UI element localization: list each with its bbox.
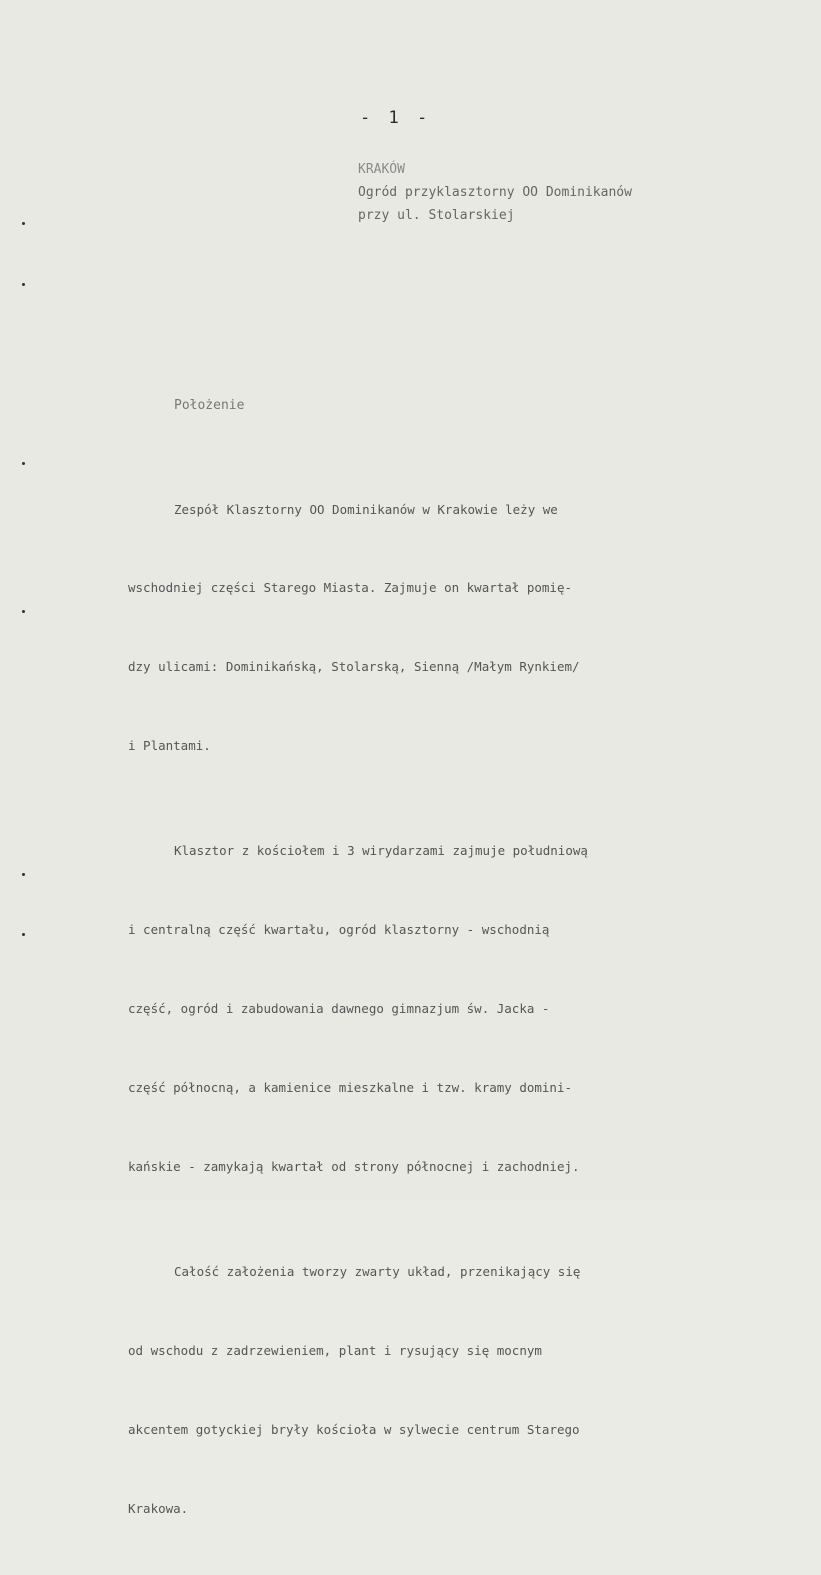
margin-dot bbox=[22, 222, 25, 225]
margin-dot bbox=[22, 610, 25, 613]
section-heading: Położenie bbox=[174, 398, 245, 413]
text-line: część północną, a kamienice mieszkalne i tzw. kramy domini- bbox=[128, 1080, 573, 1096]
margin-dot bbox=[22, 933, 25, 936]
text-line: i Plantami. bbox=[128, 738, 211, 754]
text-line: wschodniej części Starego Miasta. Zajmuje on kwartał pomię- bbox=[128, 580, 573, 596]
body-text bbox=[128, 444, 758, 1575]
document-header bbox=[358, 158, 632, 227]
text-line: od wschodu z zadrzewieniem, plant i rysujący się mocnym bbox=[128, 1343, 542, 1359]
text-line: dzy ulicami: Dominikańską, Stolarską, Sienną /Małym Rynkiem/ bbox=[128, 659, 580, 675]
margin-dot bbox=[22, 462, 25, 465]
page-number: - 1 - bbox=[360, 108, 432, 128]
margin-dot bbox=[22, 283, 25, 286]
text-line: akcentem gotyckiej bryły kościoła w sylwecie centrum Starego bbox=[128, 1421, 580, 1437]
text-line: Krakowa. bbox=[128, 1500, 189, 1516]
header-address: przy ul. Stolarskiej bbox=[358, 208, 515, 223]
header-title: Ogród przyklasztorny OO Dominikanów bbox=[358, 185, 632, 200]
text-line: Zespół Klasztorny OO Dominikanów w Krakowie leży we bbox=[174, 501, 558, 517]
text-line: Całość założenia tworzy zwarty układ, przenikający się bbox=[174, 1264, 581, 1280]
header-city: KRAKÓW bbox=[358, 162, 405, 177]
margin-dot bbox=[22, 873, 25, 876]
text-line: kańskie - zamykają kwartał od strony północnej i zachodniej. bbox=[128, 1159, 580, 1175]
text-line: i centralną część kwartału, ogród klasztorny - wschodnią bbox=[128, 922, 550, 938]
text-line: Klasztor z kościołem i 3 wirydarzami zajmuje południową bbox=[174, 843, 588, 859]
text-line: część, ogród i zabudowania dawnego gimnazjum św. Jacka - bbox=[128, 1001, 550, 1017]
